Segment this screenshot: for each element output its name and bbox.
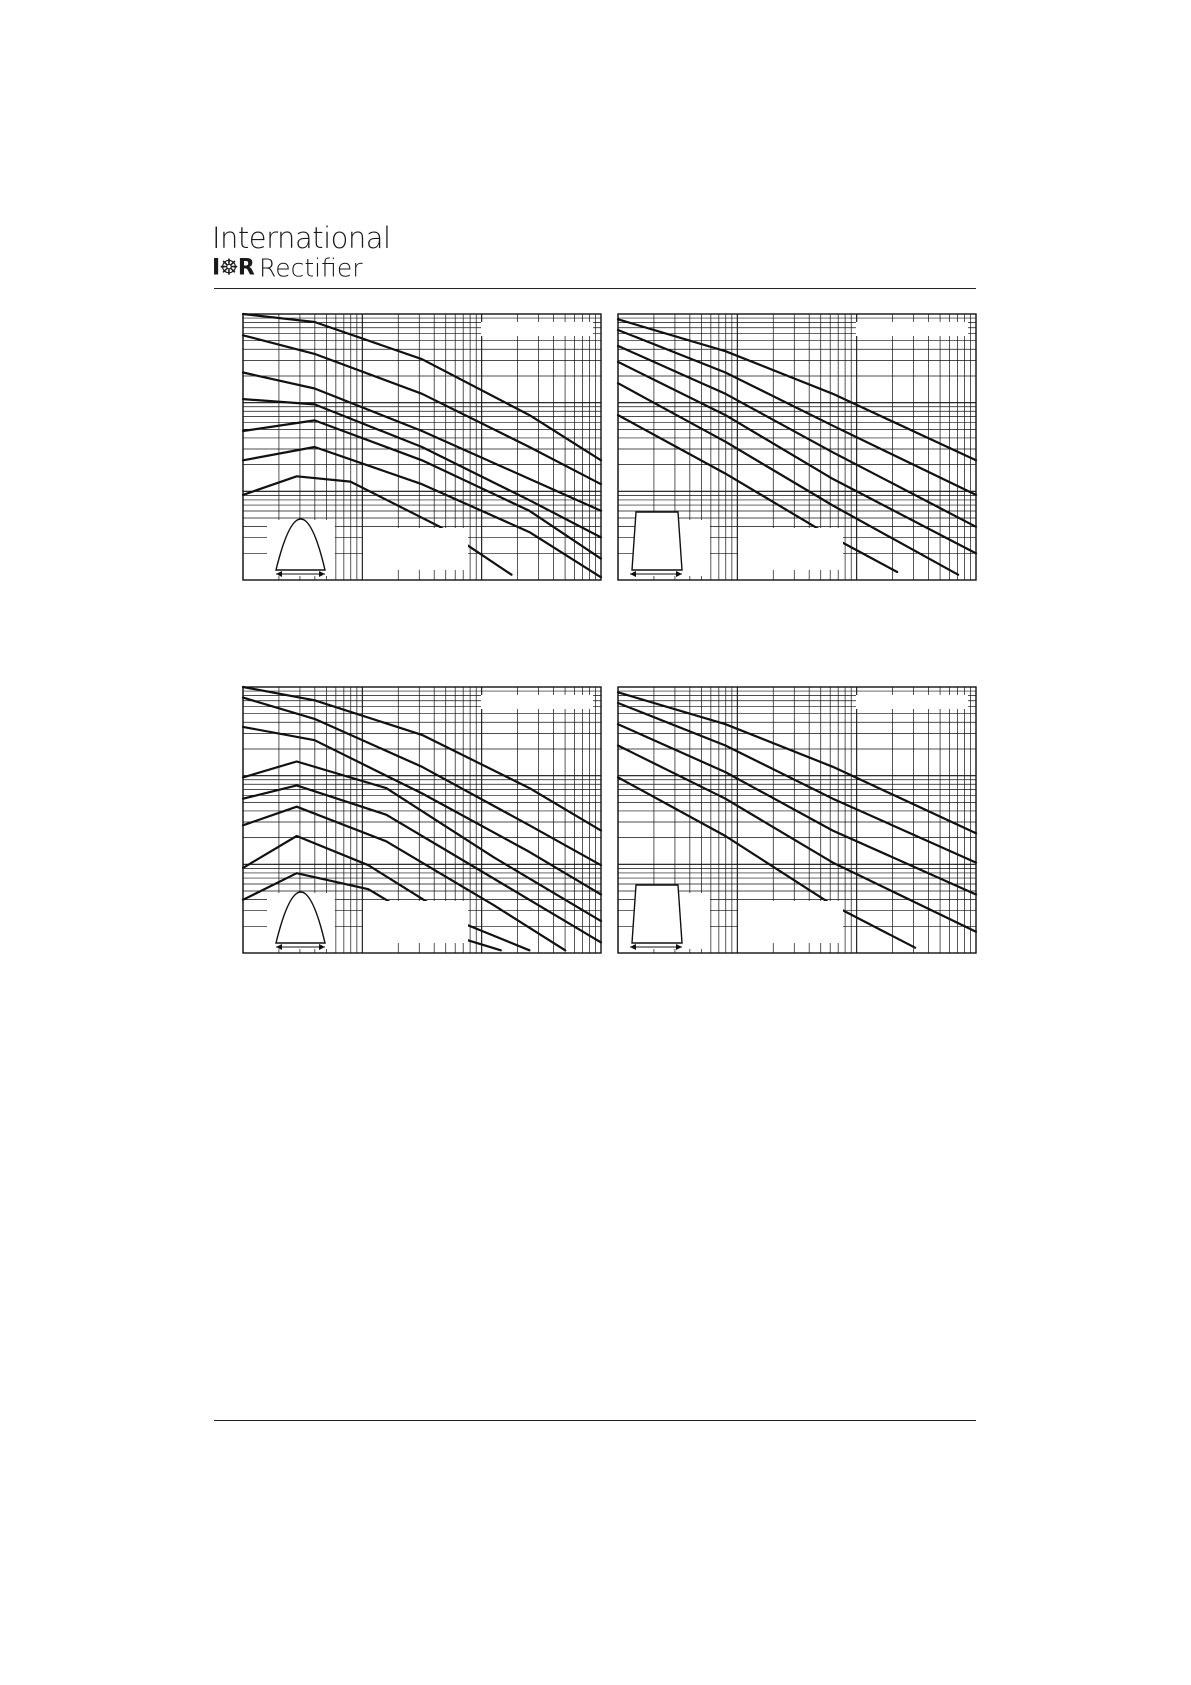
legend-area <box>481 322 593 336</box>
waveform-inset <box>267 519 468 577</box>
legend-area <box>856 695 968 709</box>
chart-top-right <box>618 314 976 580</box>
legend-area <box>481 695 593 709</box>
series-line-2 <box>243 698 601 866</box>
inset-label-area <box>363 901 468 943</box>
inset-square-pulse <box>632 885 682 943</box>
chart-top-left <box>243 314 601 580</box>
footer-rule <box>214 1420 976 1421</box>
chart-bottom-left <box>243 687 601 953</box>
chart-bottom-right <box>618 687 976 953</box>
inset-arrowhead-left <box>630 944 636 950</box>
inset-label-area <box>738 528 843 570</box>
inset-label-area <box>363 528 468 570</box>
waveform-inset <box>267 892 468 950</box>
inset-label-area <box>738 901 843 943</box>
logo-ior-mark: I☸R <box>212 255 254 281</box>
logo-rectifier-word: Rectifier <box>258 253 363 283</box>
logo-second-line <box>212 254 391 283</box>
series-line-2 <box>618 703 976 863</box>
company-logo <box>212 222 391 283</box>
inset-arrowhead-left <box>630 571 636 577</box>
header-rule <box>214 288 976 289</box>
inset-square-pulse <box>632 512 682 570</box>
waveform-inset <box>630 512 843 577</box>
series-line-2 <box>243 335 601 484</box>
waveform-inset <box>630 885 843 950</box>
legend-area <box>856 322 968 336</box>
logo-company-name: International <box>212 221 391 255</box>
